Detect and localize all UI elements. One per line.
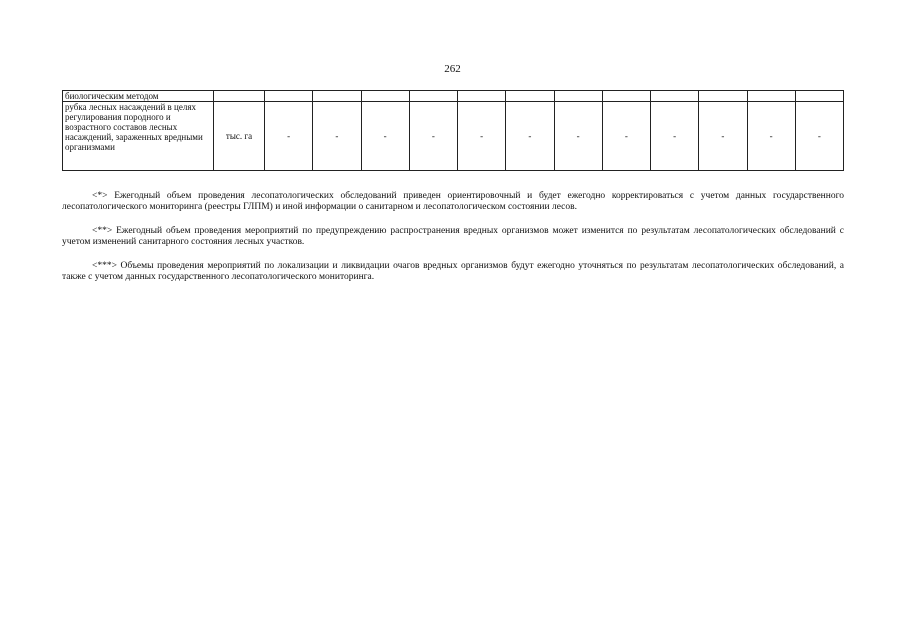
value-cell: [265, 91, 313, 102]
footnotes: [62, 191, 844, 296]
value-cell: -: [409, 102, 457, 171]
value-cell: [602, 91, 650, 102]
footnote-1: <*> Ежегодный объем проведения лесопатологических обследований приведен ориентировочный и будет ежегодно корректироваться с учетом данных государственного лесопатологического мониторинга (реестры ГЛПМ) и иной информации о санитарном и лесопатологическом состоянии лесов.: [62, 191, 844, 212]
value-cell: -: [747, 102, 795, 171]
value-cell: [506, 91, 554, 102]
value-cell: [795, 91, 843, 102]
value-cell: [554, 91, 602, 102]
value-cell: -: [506, 102, 554, 171]
forest-measures-table: [62, 90, 844, 171]
value-cell: -: [651, 102, 699, 171]
value-cell: -: [361, 102, 409, 171]
table-row: [63, 102, 844, 171]
unit-cell: тыс. га: [214, 102, 265, 171]
value-cell: -: [602, 102, 650, 171]
footnote-3: <***> Объемы проведения мероприятий по локализации и ликвидации очагов вредных организмов будут ежегодно уточняться по результатам лесопатологических обследований, а также с учетом данных государственного лесопатологического мониторинга.: [62, 261, 844, 282]
value-cell: [313, 91, 361, 102]
value-cell: [699, 91, 747, 102]
value-cell: [361, 91, 409, 102]
value-cell: [651, 91, 699, 102]
row-name-cell: рубка лесных насаждений в целях регулирования породного и возрастного составов лесных насаждений, зараженных вредными организмами: [63, 102, 214, 171]
value-cell: [458, 91, 506, 102]
value-cell: -: [313, 102, 361, 171]
row-name-cell: биологическим методом: [63, 91, 214, 102]
value-cell: [747, 91, 795, 102]
page-number: 262: [444, 63, 461, 75]
unit-cell: [214, 91, 265, 102]
value-cell: -: [554, 102, 602, 171]
value-cell: -: [265, 102, 313, 171]
value-cell: -: [795, 102, 843, 171]
footnote-2: <**> Ежегодный объем проведения мероприятий по предупреждению распространения вредных организмов может изменится по результатам лесопатологических обследований с учетом изменений санитарного состояния лесных участков.: [62, 226, 844, 247]
table-row: [63, 91, 844, 102]
value-cell: -: [699, 102, 747, 171]
value-cell: [409, 91, 457, 102]
value-cell: -: [458, 102, 506, 171]
